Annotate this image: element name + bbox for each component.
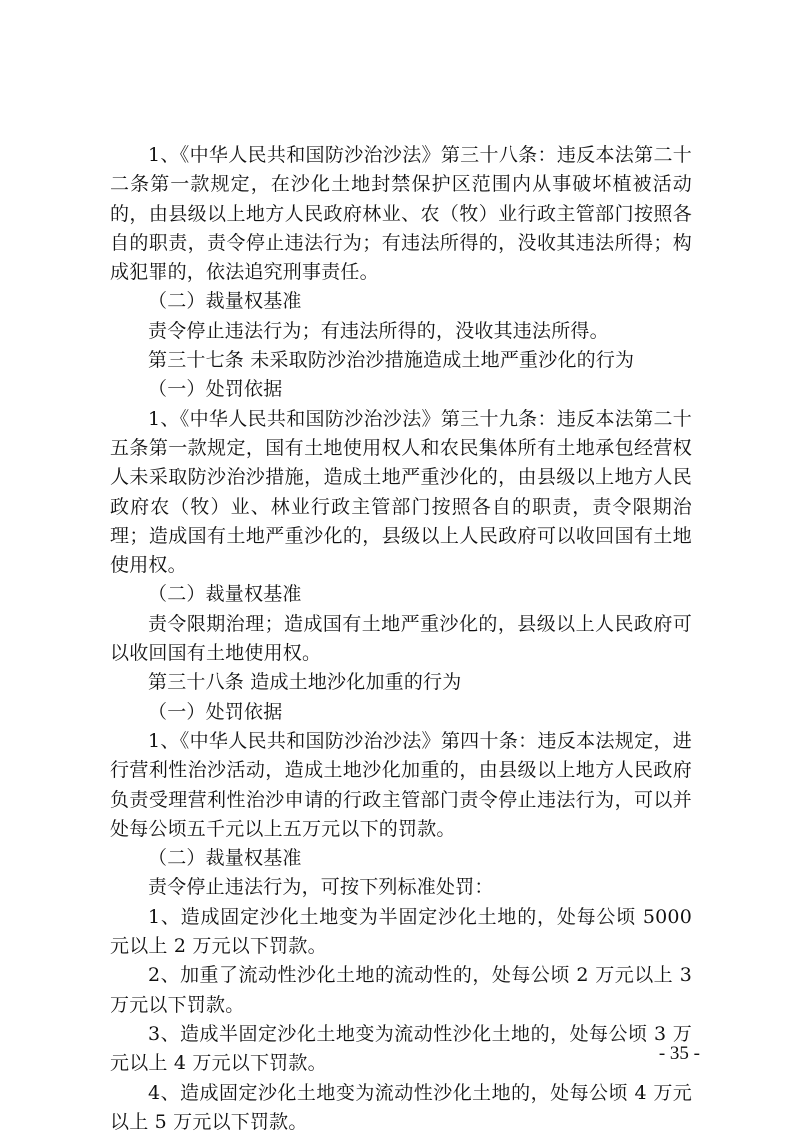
paragraph-art38-basis-item1: 1、《中华人民共和国防沙治沙法》第四十条：违反本法规定，进行营利性治沙活动，造成土地沙化加重的，由县级以上地方人民政府负责受理营利性治沙申请的行政主管部门责令停止违法行为，可以并处每公顷五千元以上五万元以下的罚款。 <box>110 727 692 844</box>
penalty-standard-item-2: 2、加重了流动性沙化土地的流动性的，处每公顷 2 万元以上 3 万元以下罚款。 <box>110 961 692 1020</box>
paragraph-art37-discretion-text: 责令限期治理；造成国有土地严重沙化的，县级以上人民政府可以收回国有土地使用权。 <box>110 610 692 669</box>
page-number: - 35 - <box>620 1042 700 1066</box>
penalty-standard-item-3: 3、造成半固定沙化土地变为流动性沙化土地的，处每公顷 3 万元以上 4 万元以下罚款。 <box>110 1020 692 1079</box>
paragraph-art37-basis-heading: （一）处罚依据 <box>110 375 692 404</box>
document-body <box>110 141 692 1137</box>
paragraph-art36-basis-item1: 1、《中华人民共和国防沙治沙法》第三十八条：违反本法第二十二条第一款规定，在沙化土地封禁保护区范围内从事破坏植被活动的，由县级以上地方人民政府林业、农（牧）业行政主管部门按照各自的职责，责令停止违法行为；有违法所得的，没收其违法所得；构成犯罪的，依法追究刑事责任。 <box>110 141 692 287</box>
paragraph-art36-discretion-text: 责令停止违法行为；有违法所得的，没收其违法所得。 <box>110 317 692 346</box>
paragraph-art38-discretion-intro: 责令停止违法行为，可按下列标准处罚： <box>110 873 692 902</box>
penalty-standard-item-1: 1、造成固定沙化土地变为半固定沙化土地的，处每公顷 5000 元以上 2 万元以下罚款。 <box>110 903 692 962</box>
paragraph-art36-discretion-heading: （二）裁量权基准 <box>110 287 692 316</box>
article-37-heading: 第三十七条 未采取防沙治沙措施造成土地严重沙化的行为 <box>110 346 692 375</box>
paragraph-art37-discretion-heading: （二）裁量权基准 <box>110 580 692 609</box>
penalty-standard-item-4: 4、造成固定沙化土地变为流动性沙化土地的，处每公顷 4 万元以上 5 万元以下罚款。 <box>110 1079 692 1137</box>
paragraph-art38-basis-heading: （一）处罚依据 <box>110 698 692 727</box>
article-38-heading: 第三十八条 造成土地沙化加重的行为 <box>110 668 692 697</box>
paragraph-art37-basis-item1: 1、《中华人民共和国防沙治沙法》第三十九条：违反本法第二十五条第一款规定，国有土地使用权人和农民集体所有土地承包经营权人未采取防沙治沙措施，造成土地严重沙化的，由县级以上地方人民政府农（牧）业、林业行政主管部门按照各自的职责，责令限期治理；造成国有土地严重沙化的，县级以上人民政府可以收回国有土地使用权。 <box>110 405 692 581</box>
paragraph-art38-discretion-heading: （二）裁量权基准 <box>110 844 692 873</box>
